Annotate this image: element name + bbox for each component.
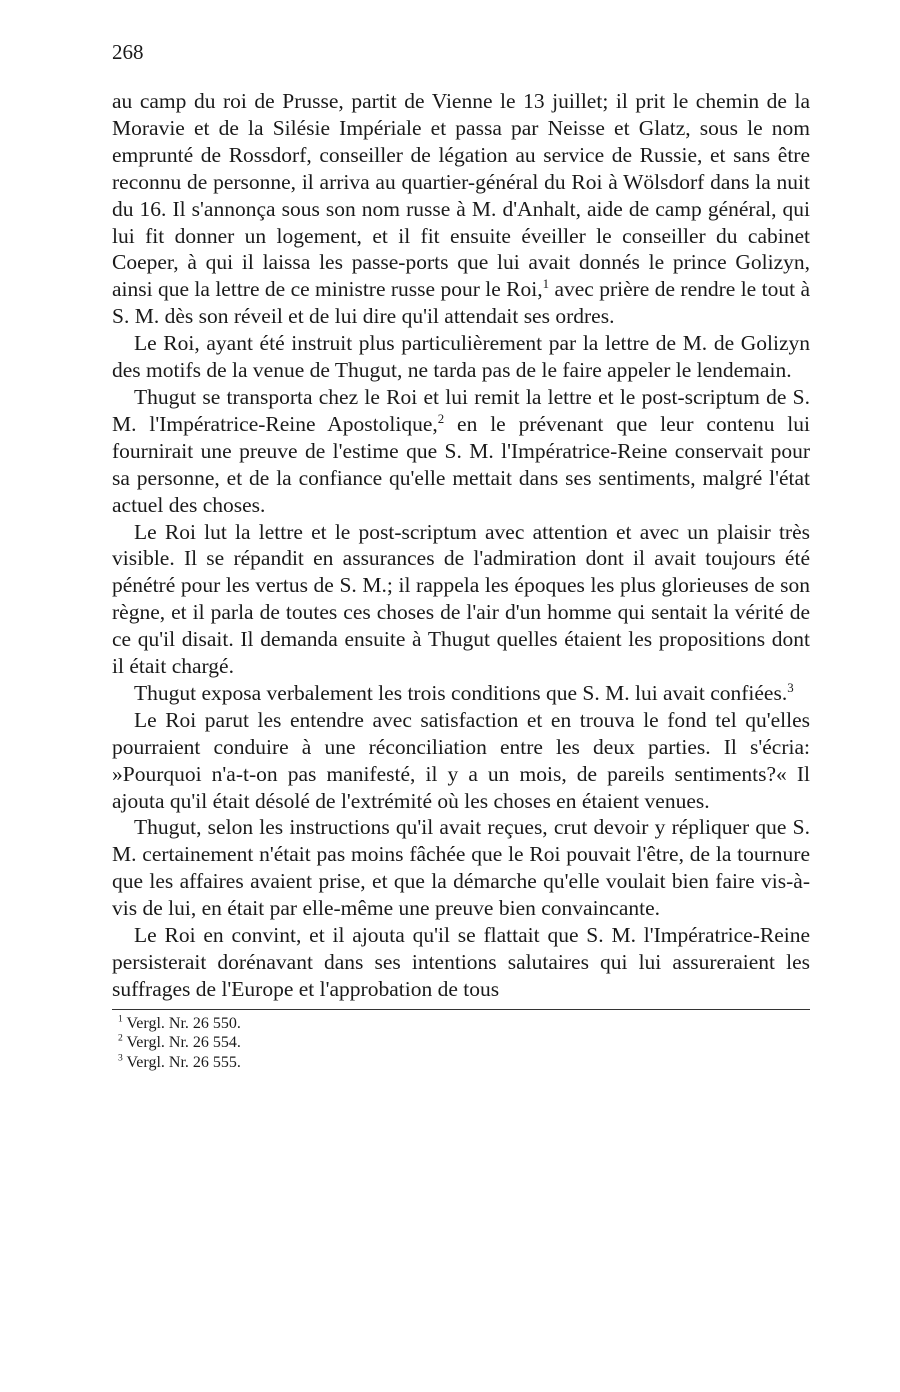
footnote-1 (112, 1014, 810, 1034)
footnote-mark: 3 (118, 1052, 123, 1064)
footnote-2 (112, 1033, 810, 1053)
paragraph-text: au camp du roi de Prusse, partit de Vienne le 13 juillet; il prit le chemin de la Moravie et de la Silésie Impériale et passa par Neisse et Glatz, sous le nom emprunté de Rossdorf, conseiller de légation au service de Russie, et sans être reconnu de personne, il arriva au quartier-général du Roi à Wölsdorf dans la nuit du 16. Il s'annonça sous son nom russe à M. d'Anhalt, aide de camp général, qui lui fit donner un logement, et il fit ensuite éveiller le conseiller du cabinet Coeper, à qui il laissa les passe-ports que lui avait donnés le prince Golizyn, ainsi que la lettre de ce ministre russe pour le Roi, (112, 89, 810, 302)
paragraph-8 (112, 922, 810, 1003)
paragraph-2 (112, 330, 810, 384)
paragraph-1 (112, 88, 810, 330)
footnotes (112, 1014, 810, 1073)
footnote-text: Vergl. Nr. 26 555. (126, 1053, 241, 1071)
footnote-text: Vergl. Nr. 26 550. (126, 1014, 241, 1032)
footnote-text: Vergl. Nr. 26 554. (126, 1034, 241, 1052)
paragraph-text: Le Roi, ayant été instruit plus particulièrement par la lettre de M. de Golizyn des motifs de la venue de Thugut, ne tarda pas de le faire appeler le lendemain. (112, 331, 810, 383)
paragraph-4 (112, 519, 810, 680)
footnote-divider (112, 1009, 810, 1010)
footnote-3 (112, 1053, 810, 1073)
paragraph-7 (112, 814, 810, 922)
paragraph-3 (112, 384, 810, 519)
paragraph-5 (112, 680, 810, 707)
paragraph-text: Thugut, selon les instructions qu'il avait reçues, crut devoir y répliquer que S. M. certainement n'était pas moins fâchée que le Roi pouvait l'être, de la tournure que les affaires avaient prise, et que la démarche qu'elle voulait bien faire vis-à-vis de lui, en était par elle-même une preuve bien convaincante. (112, 815, 810, 921)
paragraph-text: Le Roi en convint, et il ajouta qu'il se flattait que S. M. l'Impératrice-Reine persisterait dorénavant dans ses intentions salutaires qui lui assureraient les suffrages de l'Europe et l'approbation de tous (112, 923, 810, 1001)
footnote-mark: 2 (118, 1032, 123, 1044)
paragraph-text: avec prière de rendre le tout à S. M. dès son réveil et de lui dire qu'il attendait ses ordres. (112, 277, 810, 329)
paragraph-text: Le Roi parut les entendre avec satisfaction et en trouva le fond tel qu'elles pourraient conduire à une réconciliation entre les deux parties. Il s'écria: »Pourquoi n'a-t-on pas manifesté, il y a un mois, de pareils sentiments?« Il ajouta qu'il était désolé de l'extrémité où les choses en étaient venues. (112, 707, 810, 813)
paragraph-text: en le prévenant que leur contenu lui fournirait une preuve de l'estime que S. M. l'Impératrice-Reine conservait pour sa personne, et de la confiance qu'elle mettait dans ses sentiments, malgré l'état actuel des choses. (112, 411, 810, 517)
page-number: 268 (112, 40, 144, 64)
footnote-ref: 3 (787, 680, 794, 695)
footnote-ref: 2 (437, 411, 445, 426)
document-page (112, 38, 810, 1072)
footnote-mark: 1 (118, 1013, 123, 1025)
paragraph-text: Le Roi lut la lettre et le post-scriptum avec attention et avec un plaisir très visible. Il se répandit en assurances de l'admiration dont il avait toujours été pénétré pour les vertus de S. M.; il rappela les époques les plus glorieuses de son règne, et il parla de toutes ces choses de l'air d'un homme qui sentait la vérité de ce qu'il disait. Il demanda ensuite à Thugut quelles étaient les propositions dont il était chargé. (112, 519, 810, 679)
paragraph-text: Thugut exposa verbalement les trois conditions que S. M. lui avait confiées. (134, 680, 788, 705)
paragraph-6 (112, 707, 810, 815)
paragraph-text: Thugut se transporta chez le Roi et lui remit la lettre et le post-scriptum de S. M. l'Impératrice-Reine Apostolique, (112, 384, 810, 436)
footnote-ref: 1 (542, 277, 550, 292)
